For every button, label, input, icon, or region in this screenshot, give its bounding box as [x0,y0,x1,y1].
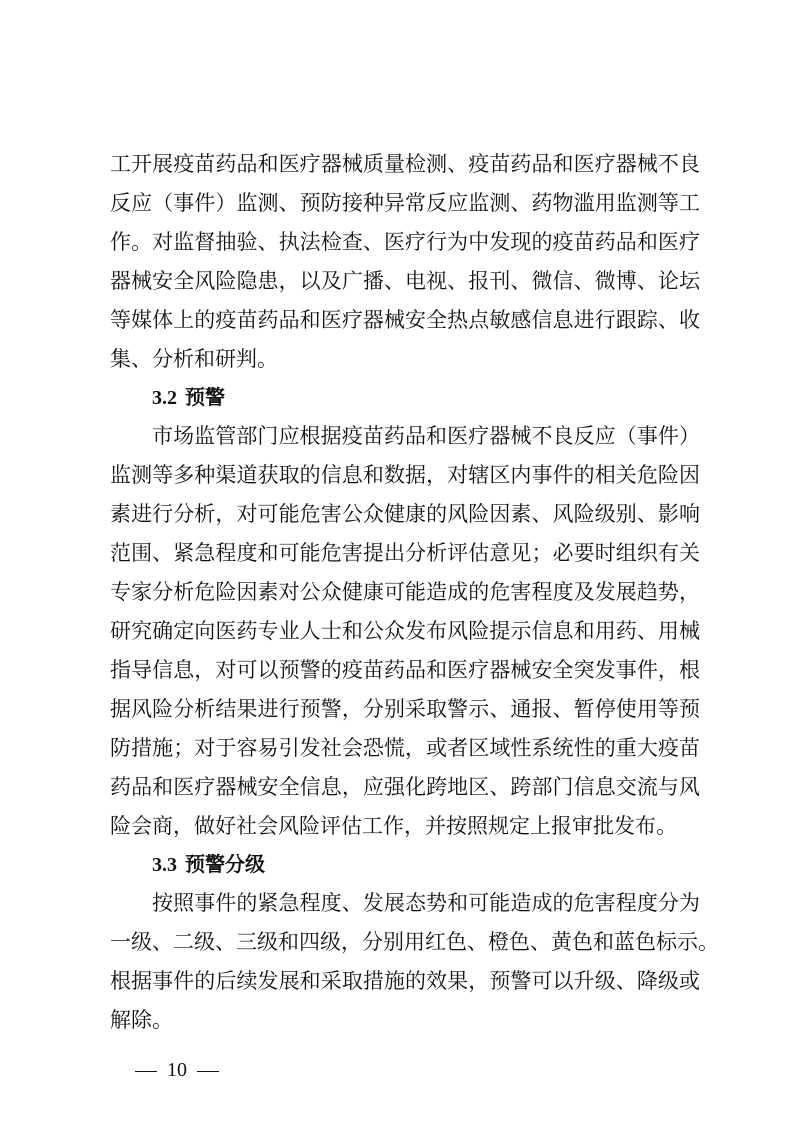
section-heading [152,377,225,417]
section-number: 3.2 [152,387,177,409]
paragraph-line: 据风险分析结果进行预警，分别采取警示、通报、暂停使用等预 [110,697,700,721]
paragraph-line: 等媒体上的疫苗药品和医疗器械安全热点敏感信息进行跟踪、收 [110,308,700,332]
paragraph-line: 集、分析和研判。 [110,347,278,371]
paragraph-line: 险会商，做好社会风险评估工作，并按照规定上报审批发布。 [110,814,677,838]
paragraph-line: 器械安全风险隐患，以及广播、电视、报刊、微信、微博、论坛 [110,269,700,293]
page-number: 10 [167,1059,187,1081]
section-number: 3.3 [152,854,177,876]
paragraph-line: 指导信息，对可以预警的疫苗药品和医疗器械安全突发事件，根 [110,658,700,682]
paragraph-line: 反应（事件）监测、预防接种异常反应监测、药物滥用监测等工 [110,191,700,215]
paragraph-line: 范围、紧急程度和可能危害提出分析评估意见；必要时组织有关 [110,541,700,565]
section-title: 预警 [185,385,225,409]
footer-dash-left [135,1071,157,1072]
paragraph-line: 素进行分析，对可能危害公众健康的风险因素、风险级别、影响 [110,502,700,526]
paragraph-line: 解除。 [110,1008,173,1032]
paragraph-line: 市场监管部门应根据疫苗药品和医疗器械不良反应（事件） [152,424,700,448]
paragraph-line: 一级、二级、三级和四级，分别用红色、橙色、黄色和蓝色标示。 [110,930,719,954]
page-number-footer [125,1050,229,1090]
paragraph-line: 研究确定向医药专业人士和公众发布风险提示信息和用药、用械 [110,619,700,643]
paragraph-line: 根据事件的后续发展和采取措施的效果，预警可以升级、降级或 [110,969,700,993]
footer-dash-right [197,1071,219,1072]
paragraph-line: 作。对监督抽验、执法检查、医疗行为中发现的疫苗药品和医疗 [110,230,700,254]
paragraph-line: 药品和医疗器械安全信息，应强化跨地区、跨部门信息交流与风 [110,775,700,799]
paragraph-line: 按照事件的紧急程度、发展态势和可能造成的危害程度分为 [152,891,700,915]
paragraph-line: 监测等多种渠道获取的信息和数据，对辖区内事件的相关危险因 [110,463,700,487]
paragraph-line: 防措施；对于容易引发社会恐慌，或者区域性系统性的重大疫苗 [110,736,700,760]
paragraph-line: 工开展疫苗药品和医疗器械质量检测、疫苗药品和医疗器械不良 [110,152,700,176]
section-title: 预警分级 [185,852,265,876]
paragraph-line: 专家分析危险因素对公众健康可能造成的危害程度及发展趋势， [110,580,700,604]
section-heading [152,844,265,884]
